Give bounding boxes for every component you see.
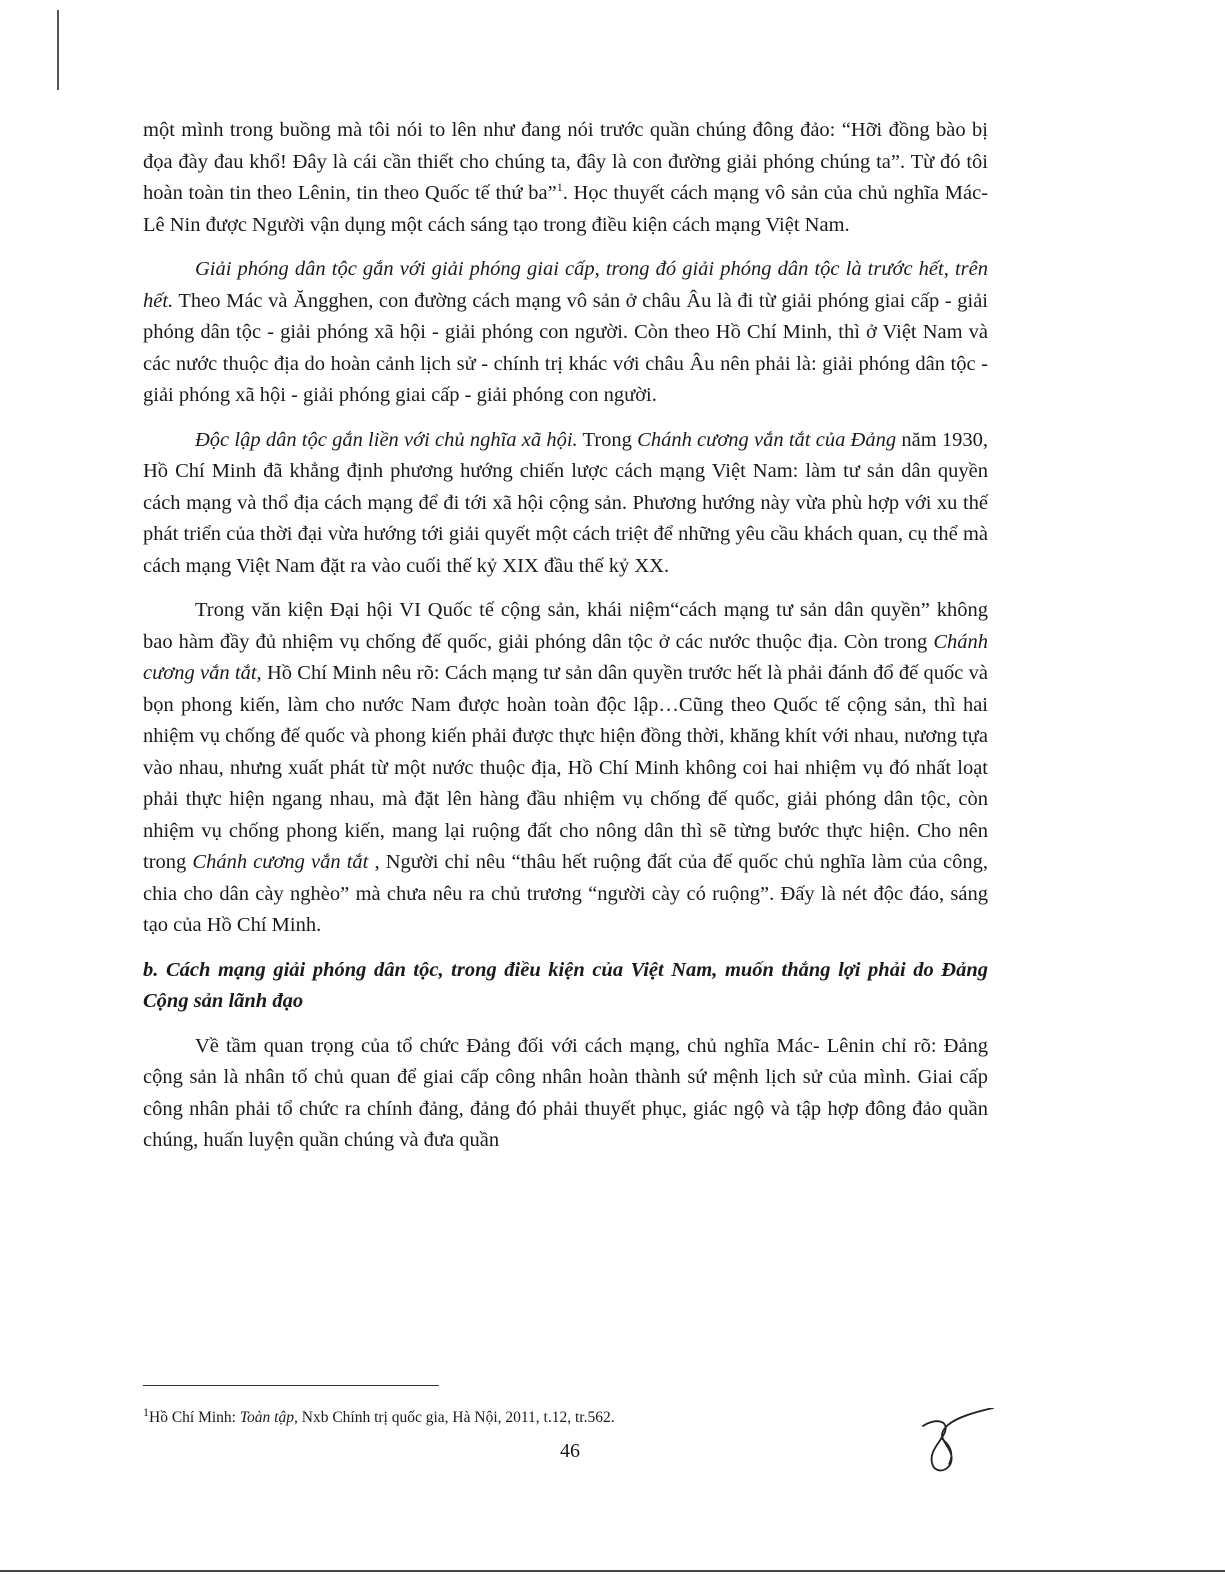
- footnote-title: Toàn tập,: [239, 1409, 298, 1426]
- paragraph-3-doc-title: Chánh cương vắn tắt của Đảng: [637, 428, 897, 451]
- handwritten-signature: [915, 1408, 995, 1478]
- paragraph-1-text: một mình trong buồng mà tôi nói to lên như đang nói trước quần chúng đông đảo: “Hỡi đồng bào bị đọa đày đau khổ! Đây là cái cần thiết cho chúng ta, đây là con đường giải phóng chúng ta”. Từ đó tôi hoàn toàn tin theo Lênin, tin theo Quốc tế thứ ba”: [143, 119, 988, 204]
- footnote-divider: [143, 1385, 439, 1386]
- paragraph-5: Về tầm quan trọng của tổ chức Đảng đối với cách mạng, chủ nghĩa Mác- Lênin chỉ rõ: Đảng cộng sản là nhân tố chủ quan để giai cấp công nhân hoàn thành sứ mệnh lịch sử của mình. Giai cấp công nhân phải tổ chức ra chính đảng, đảng đó phải thuyết phục, giác ngộ và tập hợp đông đảo quần chúng, huấn luyện quần chúng và đưa quần: [143, 1034, 988, 1151]
- paragraph-4-text-b: Hồ Chí Minh nêu rõ: Cách mạng tư sản dân quyền trước hết là phải đánh đổ đế quốc và bọn phong kiến, làm cho nước Nam được hoàn toàn độc lập…Cũng theo Quốc tế cộng sản, thì hai nhiệm vụ chống đế quốc và phong kiến phải được thực hiện đồng thời, khăng khít với nhau, nương tựa vào nhau, nhưng xuất phát từ một nước thuộc địa, Hồ Chí Minh không coi hai nhiệm vụ đó nhất loạt phải thực hiện ngang nhau, mà đặt lên hàng đầu nhiệm vụ chống đế quốc, giải phóng dân tộc, còn nhiệm vụ chống phong kiến, mang lại ruộng đất cho nông dân thì sẽ từng bước thực hiện. Cho nên trong: [143, 662, 988, 873]
- paragraph-4-doc-title-2: Chánh cương vắn tắt: [192, 851, 369, 873]
- footnote: [143, 1404, 943, 1428]
- paragraph-4-text-a: Trong văn kiện Đại hội VI Quốc tế cộng sản, khái niệm“cách mạng tư sản dân quyền” không bao hàm đầy đủ nhiệm vụ chống đế quốc, giải phóng dân tộc ở các nước thuộc địa. Còn trong: [143, 599, 988, 653]
- scan-edge-bottom: [0, 1570, 1225, 1572]
- footnote-reference: 1: [556, 180, 563, 195]
- paragraph-1-tail: . Học thuyết cách mạng vô sản của chủ nghĩa Mác- Lê Nin được Người vận dụng một cách sáng tạo trong điều kiện cách mạng Việt Nam.: [143, 182, 988, 236]
- paragraph-4-text-c: , Người chỉ nêu “thâu hết ruộng đất của đế quốc chủ nghĩa làm của công, chia cho dân cày nghèo” mà chưa nêu ra chủ trương “người cày có ruộng”. Đấy là nét độc đáo, sáng tạo của Hồ Chí Minh.: [143, 851, 988, 936]
- footnote-details: Nxb Chính trị quốc gia, Hà Nội, 2011, t.12, tr.562.: [297, 1409, 615, 1426]
- body-text: [143, 115, 988, 1170]
- paragraph-3-text: năm 1930, Hồ Chí Minh đã khẳng định phương hướng chiến lược cách mạng Việt Nam: làm tư sản dân quyền cách mạng và thổ địa cách mạng để đi tới xã hội cộng sản. Phương hướng này vừa phù hợp với xu thế phát triển của thời đại vừa hướng tới giải quyết một cách triệt để những yêu cầu khách quan, cụ thể mà cách mạng Việt Nam đặt ra vào cuối thế kỷ XIX đầu thế kỷ XX.: [143, 428, 988, 577]
- paragraph-4: [143, 595, 988, 942]
- paragraph-4-doc-title-1: Chánh cương vắn tắt,: [143, 630, 988, 684]
- scan-edge-mark: [57, 10, 59, 90]
- paragraph-3-connector: Trong: [577, 428, 638, 451]
- section-heading: b. Cách mạng giải phóng dân tộc, trong điều kiện của Việt Nam, muốn thắng lợi phải do Đảng Cộng sản lãnh đạo: [143, 958, 988, 1012]
- paragraph-1: [143, 115, 988, 241]
- paragraph-2-text: Theo Mác và Ăngghen, con đường cách mạng vô sản ở châu Âu là đi từ giải phóng giai cấp - giải phóng dân tộc - giải phóng xã hội - giải phóng con người. Còn theo Hồ Chí Minh, thì ở Việt Nam và các nước thuộc địa do hoàn cảnh lịch sử - chính trị khác với châu Âu nên phải là: giải phóng dân tộc - giải phóng xã hội - giải phóng giai cấp - giải phóng con người.: [143, 289, 988, 406]
- paragraph-2-lead: Giải phóng dân tộc gắn với giải phóng giai cấp, trong đó giải phóng dân tộc là trước hết, trên hết.: [143, 258, 988, 312]
- page-number: 46: [560, 1440, 580, 1462]
- paragraph-3-lead: Độc lập dân tộc gắn liền với chủ nghĩa xã hội.: [195, 428, 578, 451]
- paragraph-2: [143, 254, 988, 412]
- footnote-author: Hồ Chí Minh:: [149, 1409, 240, 1426]
- paragraph-3: [143, 425, 988, 583]
- footnote-marker: 1: [143, 1404, 149, 1419]
